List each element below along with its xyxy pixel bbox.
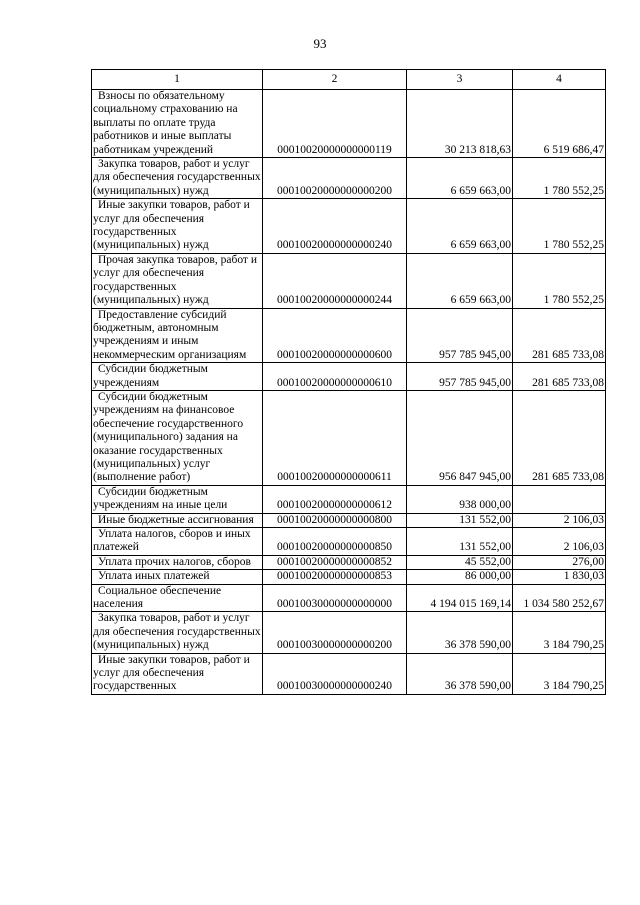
table-row [92, 570, 606, 584]
table-row [92, 485, 606, 513]
table-row [92, 199, 606, 254]
row-value-col4: 276,00 [513, 555, 606, 569]
row-name: Субсидии бюджетным учреждениям на финансовое обеспечение государственного (муниципального) задания на оказание государственных (муниципальных) услуг (выполнение работ) [92, 390, 263, 485]
row-name: Иные закупки товаров, работ и услуг для обеспечения государственных [92, 653, 263, 694]
row-code: 00010020000000000610 [263, 363, 407, 391]
row-name: Предоставление субсидий бюджетным, автономным учреждениям и иным некоммерческим организациям [92, 308, 263, 363]
row-name: Прочая закупка товаров, работ и услуг для обеспечения государственных (муниципальных) нужд [92, 253, 263, 308]
row-value-col4: 1 830,03 [513, 570, 606, 584]
row-code: 00010020000000000853 [263, 570, 407, 584]
column-header: 1 [92, 70, 263, 90]
table-header-row [92, 70, 606, 90]
table-row [92, 363, 606, 391]
row-value-col4: 1 780 552,25 [513, 199, 606, 254]
row-name: Уплата налогов, сборов и иных платежей [92, 528, 263, 556]
row-value-col4: 6 519 686,47 [513, 90, 606, 158]
table-row [92, 528, 606, 556]
row-value-col3: 938 000,00 [407, 485, 513, 513]
row-code: 00010020000000000600 [263, 308, 407, 363]
row-code: 00010030000000000240 [263, 653, 407, 694]
column-header: 3 [407, 70, 513, 90]
row-value-col3: 957 785 945,00 [407, 363, 513, 391]
row-value-col3: 956 847 945,00 [407, 390, 513, 485]
row-name: Субсидии бюджетным учреждениям [92, 363, 263, 391]
row-name: Уплата иных платежей [92, 570, 263, 584]
row-code: 00010020000000000852 [263, 555, 407, 569]
row-value-col4: 281 685 733,08 [513, 390, 606, 485]
row-name: Уплата прочих налогов, сборов [92, 555, 263, 569]
table-row [92, 308, 606, 363]
row-code: 00010020000000000850 [263, 528, 407, 556]
row-code: 00010020000000000611 [263, 390, 407, 485]
row-value-col4: 1 780 552,25 [513, 253, 606, 308]
row-value-col4: 3 184 790,25 [513, 653, 606, 694]
row-value-col3: 4 194 015 169,14 [407, 584, 513, 612]
row-value-col3: 6 659 663,00 [407, 158, 513, 199]
column-header: 4 [513, 70, 606, 90]
row-name: Взносы по обязательному социальному страхованию на выплаты по оплате труда работников и иные выплаты работникам учреждений [92, 90, 263, 158]
row-code: 00010020000000000612 [263, 485, 407, 513]
table-row [92, 390, 606, 485]
budget-table [91, 69, 606, 695]
row-value-col4 [513, 485, 606, 513]
row-value-col4: 1 034 580 252,67 [513, 584, 606, 612]
row-value-col3: 6 659 663,00 [407, 199, 513, 254]
row-name: Социальное обеспечение населения [92, 584, 263, 612]
row-code: 00010030000000000200 [263, 612, 407, 653]
row-code: 00010020000000000800 [263, 513, 407, 527]
row-value-col4: 281 685 733,08 [513, 308, 606, 363]
row-value-col4: 281 685 733,08 [513, 363, 606, 391]
table-row [92, 513, 606, 527]
row-code: 00010020000000000200 [263, 158, 407, 199]
row-code: 00010020000000000240 [263, 199, 407, 254]
row-value-col3: 36 378 590,00 [407, 653, 513, 694]
table-row [92, 555, 606, 569]
row-name: Иные бюджетные ассигнования [92, 513, 263, 527]
row-value-col4: 1 780 552,25 [513, 158, 606, 199]
row-value-col3: 957 785 945,00 [407, 308, 513, 363]
row-name: Закупка товаров, работ и услуг для обеспечения государственных (муниципальных) нужд [93, 158, 261, 197]
row-value-col3: 86 000,00 [407, 570, 513, 584]
row-value-col4: 3 184 790,25 [513, 612, 606, 653]
row-value-col4: 2 106,03 [513, 528, 606, 556]
row-code: 00010020000000000244 [263, 253, 407, 308]
row-value-col3: 131 552,00 [407, 513, 513, 527]
table-row [92, 612, 606, 653]
table-row [92, 584, 606, 612]
row-value-col3: 131 552,00 [407, 528, 513, 556]
table-row [92, 653, 606, 694]
row-value-col4: 2 106,03 [513, 513, 606, 527]
table-row [92, 158, 606, 199]
table-row [92, 253, 606, 308]
page-number: 93 [313, 36, 327, 51]
row-value-col3: 30 213 818,63 [407, 90, 513, 158]
row-name: Иные закупки товаров, работ и услуг для обеспечения государственных (муниципальных) нужд [92, 199, 263, 254]
row-code: 00010020000000000119 [263, 90, 407, 158]
table-row [92, 90, 606, 158]
column-header: 2 [263, 70, 407, 90]
row-name: Субсидии бюджетным учреждениям на иные цели [92, 485, 263, 513]
row-value-col3: 45 552,00 [407, 555, 513, 569]
row-value-col3: 36 378 590,00 [407, 612, 513, 653]
row-code: 00010030000000000000 [263, 584, 407, 612]
row-value-col3: 6 659 663,00 [407, 253, 513, 308]
row-name: Закупка товаров, работ и услуг для обеспечения государственных (муниципальных) нужд [93, 612, 261, 652]
